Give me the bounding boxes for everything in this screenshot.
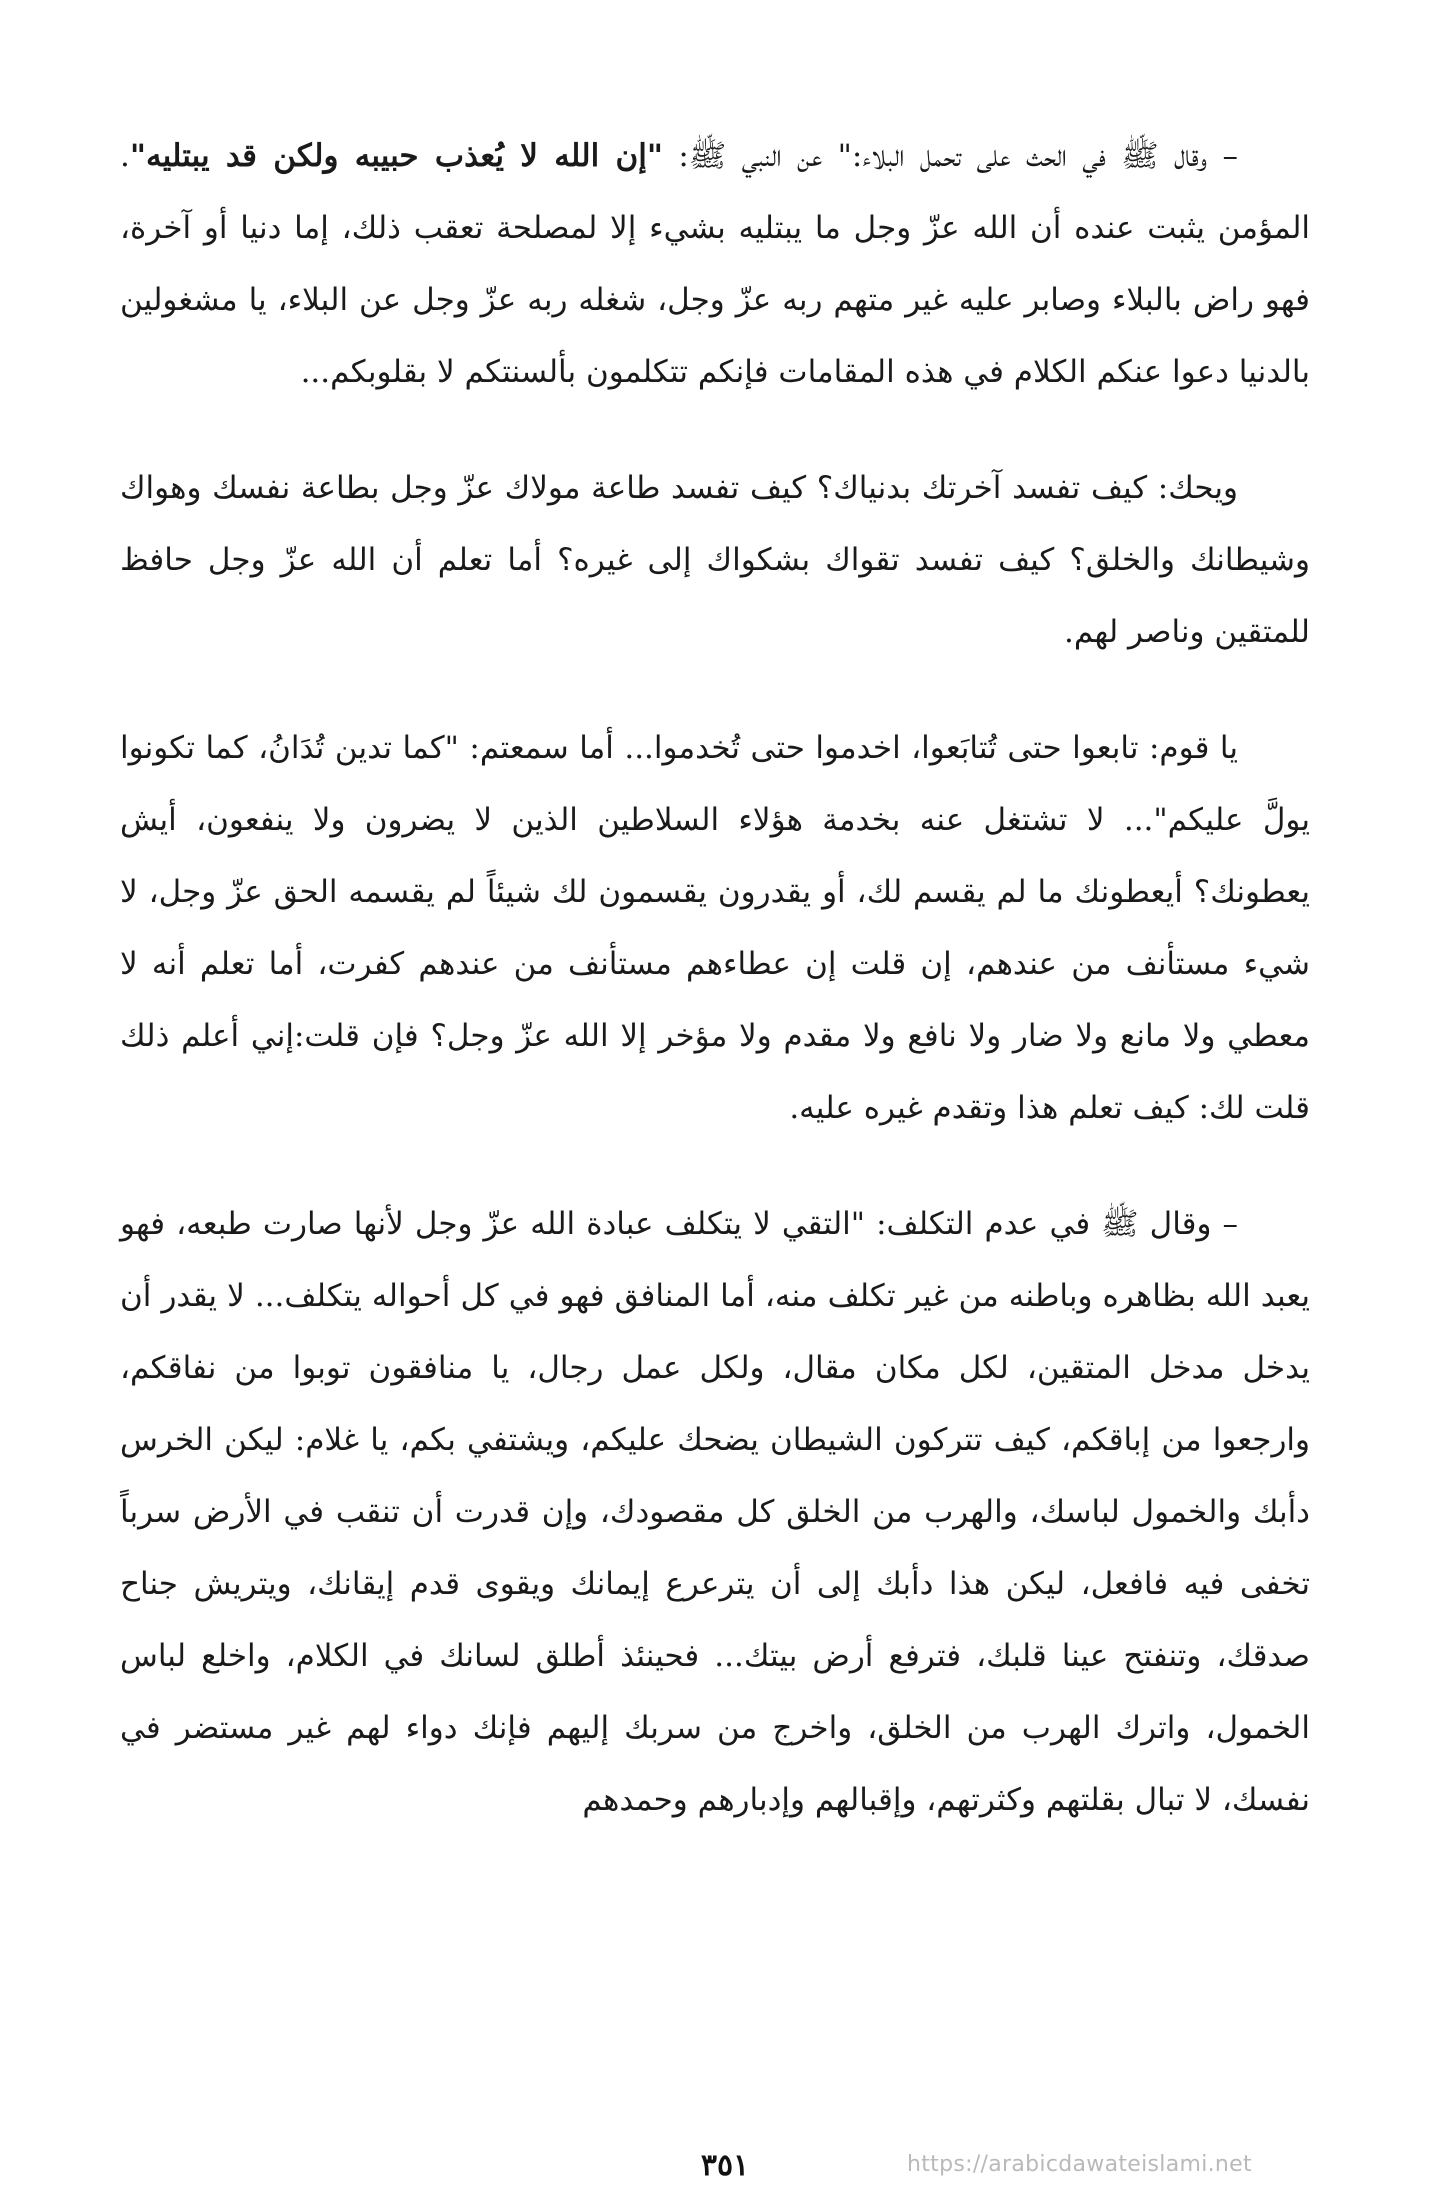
paragraph-lead: – وقال ﷺ في الحث على تحمل البلاء:" عن النبي ﷺ:: [663, 138, 1238, 174]
page-number: ٣٥١: [700, 2148, 750, 2183]
paragraph-rest: . المؤمن يثبت عنده أن الله عزّ وجل ما يبتليه بشيء إلا لمصلحة تعقب ذلك، إما دنيا أو آخرة، فهو راض بالبلاء وصابر عليه غير متهم ربه عزّ وجل، شغله ربه عزّ وجل عن البلاء، يا مشغولين بالدنيا دعوا عنكم الكلام في هذه المقامات فإنكم تتكلمون بألسنتكم لا بقلوبكم...: [120, 138, 1310, 390]
paragraph-patience-trial: [120, 120, 1310, 408]
hadith-quote: "إن الله لا يُعذب حبيبه ولكن قد يبتليه": [129, 138, 664, 174]
paragraph-woe: ويحك: كيف تفسد آخرتك بدنياك؟ كيف تفسد طاعة مولاك عزّ وجل بطاعة نفسك وهواك وشيطانك والخلق؟ كيف تفسد تقواك بشكواك إلى غيره؟ أما تعلم أن الله عزّ وجل حافظ للمتقين وناصر لهم.: [120, 470, 1310, 650]
paragraph-people: يا قوم: تابعوا حتى تُتابَعوا، اخدموا حتى تُخدموا... أما سمعتم: "كما تدين تُدَانُ، كما تكونوا يولَّ عليكم"... لا تشتغل عنه بخدمة هؤلاء السلاطين الذين لا يضرون ولا ينفعون، أيش يعطونك؟ أيعطونك ما لم يقسم لك، أو يقدرون يقسمون لك شيئاً لم يقسمه الحق عزّ وجل، لا شيء مستأنف من عندهم، إن قلت إن عطاءهم مستأنف من عندهم كفرت، أما تعلم أنه لا معطي ولا مانع ولا ضار ولا نافع ولا مقدم ولا مؤخر إلا الله عزّ وجل؟ فإن قلت:إني أعلم ذلك قلت لك: كيف تعلم هذا وتقدم غيره عليه.: [120, 730, 1310, 1126]
page-body: [120, 120, 1310, 2060]
watermark-url: https://arabicdawateislami.net: [907, 2152, 1252, 2177]
paragraph-no-affectation: – وقال ﷺ في عدم التكلف: "التقي لا يتكلف عبادة الله عزّ وجل لأنها صارت طبعه، فهو يعبد الله بظاهره وباطنه من غير تكلف منه، أما المنافق فهو في كل أحواله يتكلف... لا يقدر أن يدخل مدخل المتقين، لكل مكان مقال، ولكل عمل رجال، يا منافقون توبوا من نفاقكم، وارجعوا من إباقكم، كيف تتركون الشيطان يضحك عليكم، ويشتفي بكم، يا غلام: ليكن الخرس دأبك والخمول لباسك، والهرب من الخلق كل مقصودك، وإن قدرت أن تنقب في الأرض سرباً تخفى فيه فافعل، ليكن هذا دأبك إلى أن يترعرع إيمانك ويقوى قدم إيقانك، ويتريش جناح صدقك، وتنفتح عينا قلبك، فترفع أرض بيتك... فحينئذ أطلق لسانك في الكلام، واخلع لباس الخمول، واترك الهرب من الخلق، واخرج من سربك إليهم فإنك دواء لهم غير مستضر في نفسك، لا تبال بقلتهم وكثرتهم، وإقبالهم وإدبارهم وحمدهم: [120, 1206, 1310, 1818]
page-footer: [0, 2148, 1454, 2189]
